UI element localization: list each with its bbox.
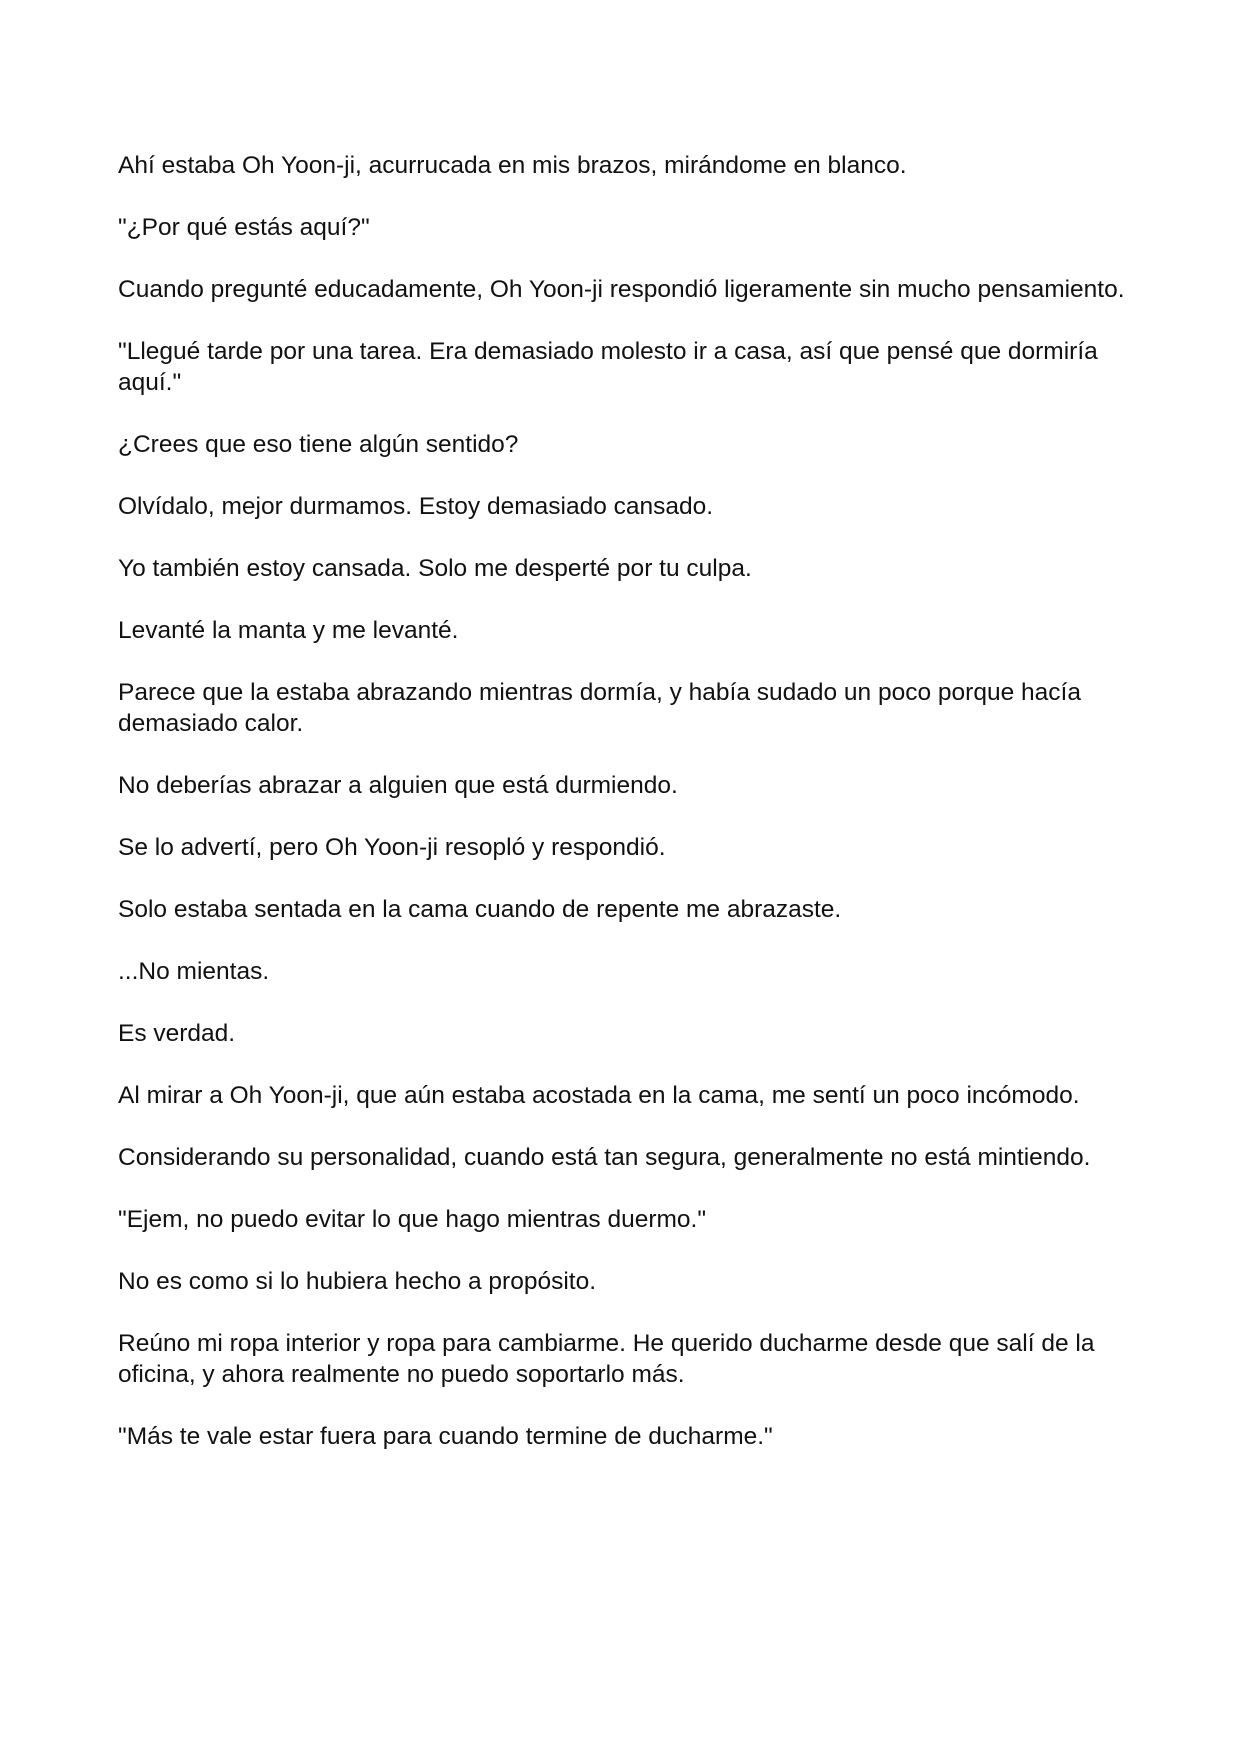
paragraph: Yo también estoy cansada. Solo me desperté por tu culpa. bbox=[118, 555, 752, 582]
paragraph: Solo estaba sentada en la cama cuando de repente me abrazaste. bbox=[118, 896, 842, 923]
paragraph: "¿Por qué estás aquí?" bbox=[118, 214, 370, 241]
paragraph: ...No mientas. bbox=[118, 958, 270, 985]
paragraph: "Llegué tarde por una tarea. Era demasiado molesto ir a casa, así que pensé que dormiría aquí." bbox=[118, 338, 1098, 396]
paragraph: Considerando su personalidad, cuando está tan segura, generalmente no está mintiendo. bbox=[118, 1144, 1091, 1171]
paragraph: "Más te vale estar fuera para cuando termine de ducharme." bbox=[118, 1423, 773, 1450]
paragraph: Levanté la manta y me levanté. bbox=[118, 617, 459, 644]
paragraph: Es verdad. bbox=[118, 1020, 236, 1047]
paragraph: Cuando pregunté educadamente, Oh Yoon-ji respondió ligeramente sin mucho pensamiento. bbox=[118, 276, 1125, 303]
paragraph: Parece que la estaba abrazando mientras dormía, y había sudado un poco porque hacía demasiado calor. bbox=[118, 679, 1081, 737]
paragraph: Al mirar a Oh Yoon-ji, que aún estaba acostada en la cama, me sentí un poco incómodo. bbox=[118, 1082, 1080, 1109]
document-body bbox=[118, 150, 1128, 1483]
paragraph: "Ejem, no puedo evitar lo que hago mientras duermo." bbox=[118, 1206, 707, 1233]
paragraph: Ahí estaba Oh Yoon-ji, acurrucada en mis brazos, mirándome en blanco. bbox=[118, 152, 907, 179]
paragraph: ¿Crees que eso tiene algún sentido? bbox=[118, 431, 519, 458]
paragraph: Se lo advertí, pero Oh Yoon-ji resopló y respondió. bbox=[118, 834, 666, 861]
paragraph: Olvídalo, mejor durmamos. Estoy demasiado cansado. bbox=[118, 493, 714, 520]
paragraph: No deberías abrazar a alguien que está durmiendo. bbox=[118, 772, 678, 799]
paragraph: Reúno mi ropa interior y ropa para cambiarme. He querido ducharme desde que salí de la oficina, y ahora realmente no puedo soportarlo más. bbox=[118, 1330, 1095, 1388]
paragraph: No es como si lo hubiera hecho a propósito. bbox=[118, 1268, 597, 1295]
